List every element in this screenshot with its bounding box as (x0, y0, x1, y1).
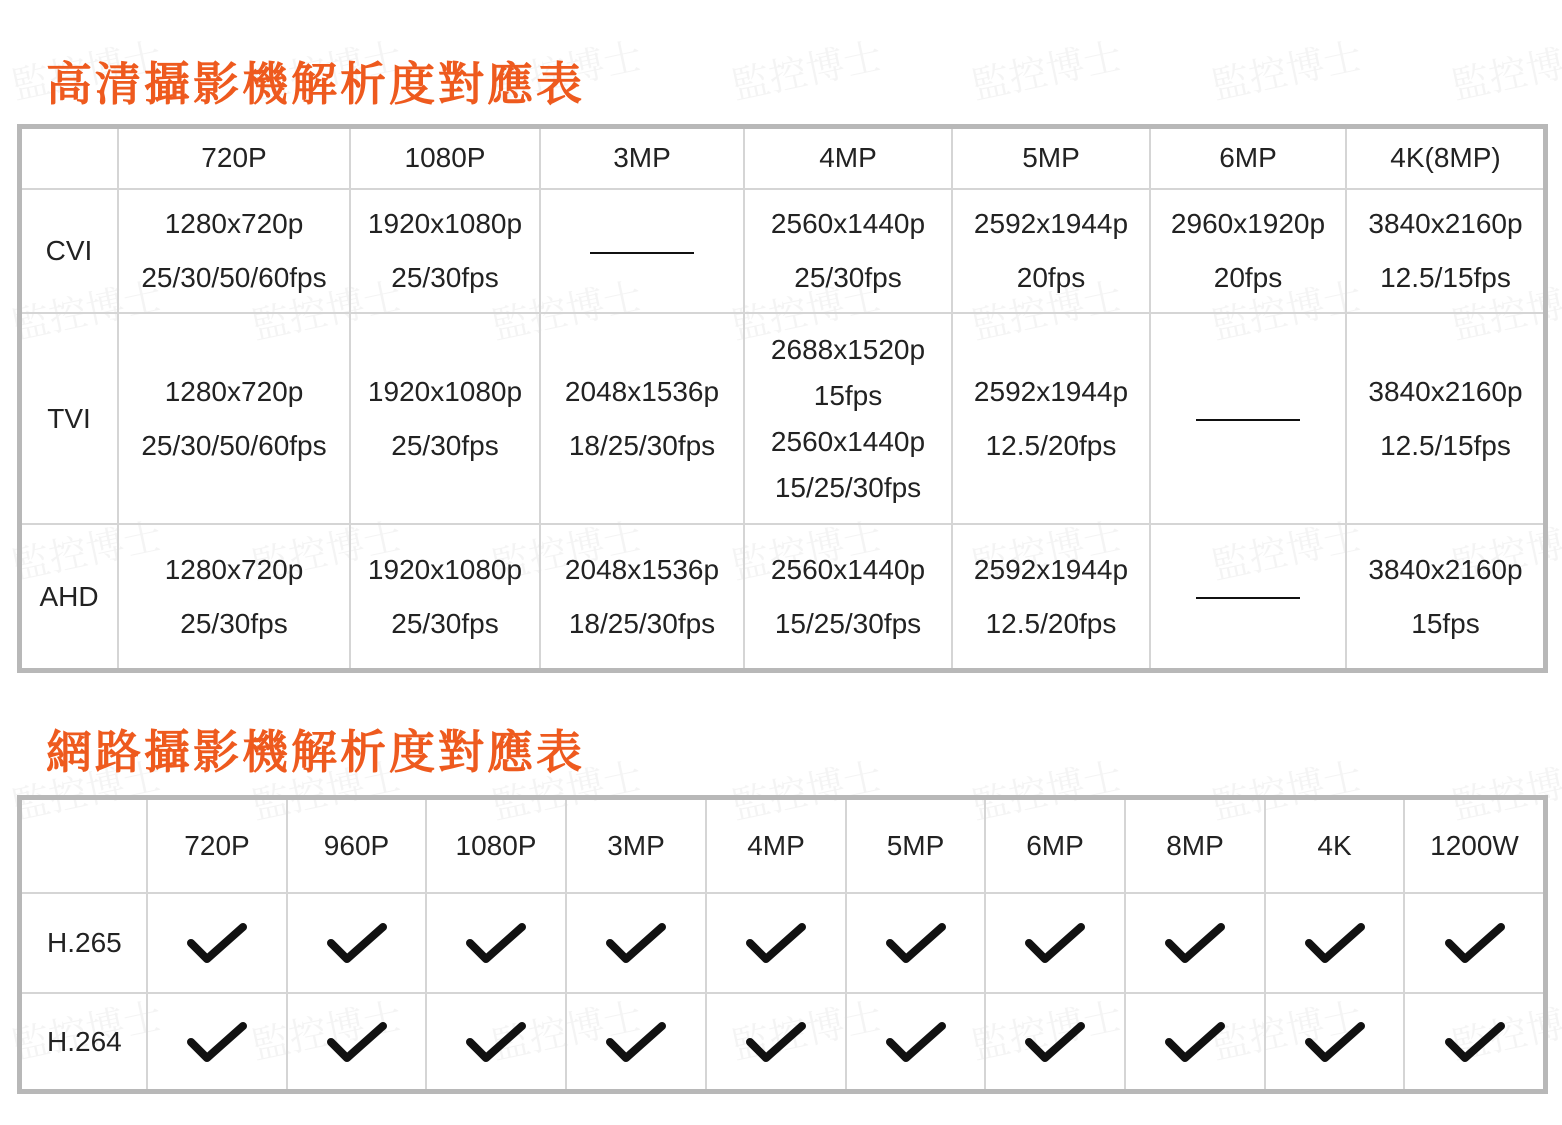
resolution-cell (350, 189, 540, 313)
cell-line: 25/30fps (391, 607, 499, 639)
cell-line: 1920x1080p (367, 375, 523, 407)
support-cell (566, 893, 706, 992)
watermark-text (726, 25, 886, 110)
support-cell (846, 893, 985, 992)
support-cell (1265, 893, 1404, 992)
resolution-cell (952, 313, 1150, 523)
support-cell (287, 993, 426, 1091)
cell-line: 2592x1944p (973, 553, 1129, 585)
column-header: 960P (287, 798, 426, 893)
cell-line: 12.5/15fps (1380, 429, 1511, 461)
cell-line: 18/25/30fps (568, 607, 716, 639)
cell-line: 1920x1080p (367, 553, 523, 585)
column-header: 720P (118, 127, 350, 189)
column-header: 1200W (1404, 798, 1545, 893)
support-cell (147, 893, 287, 992)
cell-line: 2048x1536p (564, 375, 720, 407)
cell-line: 12.5/20fps (985, 607, 1117, 639)
support-cell (1265, 993, 1404, 1091)
support-cell (426, 993, 566, 1091)
watermark-text (1446, 25, 1562, 110)
cell-line: 2960x1920p (1170, 208, 1326, 240)
cell-line: 2560x1440p (770, 208, 926, 240)
corner-cell (20, 127, 118, 189)
resolution-cell (540, 189, 744, 313)
cell-line: 3840x2160p (1368, 553, 1523, 585)
resolution-cell (1346, 524, 1545, 670)
checkmark-icon (1445, 921, 1505, 965)
cell-line: 2560x1440p (770, 425, 926, 457)
cell-line: 25/30fps (794, 262, 902, 294)
cell-line: 2048x1536p (564, 553, 720, 585)
resolution-cell (1150, 189, 1346, 313)
support-cell (706, 893, 846, 992)
resolution-cell (540, 524, 744, 670)
checkmark-icon (1165, 1020, 1225, 1064)
table-row (20, 993, 1545, 1091)
resolution-cell (744, 189, 952, 313)
resolution-cell (1150, 524, 1346, 670)
corner-cell (20, 798, 147, 893)
checkmark-icon (1305, 921, 1365, 965)
row-label: CVI (20, 189, 118, 313)
checkmark-icon (1305, 1020, 1365, 1064)
not-supported-dash (590, 252, 694, 254)
resolution-cell (952, 189, 1150, 313)
support-cell (1125, 993, 1265, 1091)
row-label: AHD (20, 524, 118, 670)
checkmark-icon (327, 921, 387, 965)
cell-line: 20fps (1016, 262, 1086, 294)
column-header: 1080P (426, 798, 566, 893)
cell-line: 1280x720p (164, 553, 304, 585)
ip-camera-codec-table (19, 797, 1546, 1092)
checkmark-icon (1025, 1020, 1085, 1064)
watermark-text (966, 25, 1126, 110)
checkmark-icon (746, 1020, 806, 1064)
cell-line: 1280x720p (164, 375, 304, 407)
codec-label: H.264 (20, 993, 147, 1091)
support-cell (426, 893, 566, 992)
resolution-cell (118, 189, 350, 313)
checkmark-icon (606, 921, 666, 965)
cell-line: 2560x1440p (770, 553, 926, 585)
checkmark-icon (886, 921, 946, 965)
checkmark-icon (187, 1020, 247, 1064)
cell-line: 1920x1080p (367, 208, 523, 240)
not-supported-dash (1196, 419, 1300, 421)
support-cell (1125, 893, 1265, 992)
hd-camera-table-title: 高清攝影機解析度對應表 (46, 57, 585, 111)
table-row (20, 189, 1545, 313)
cell-line: 3840x2160p (1368, 375, 1523, 407)
support-cell (287, 893, 426, 992)
resolution-cell (350, 313, 540, 523)
support-cell (566, 993, 706, 1091)
ip-camera-table-title: 網路攝影機解析度對應表 (46, 725, 585, 779)
cell-line: 3840x2160p (1368, 208, 1523, 240)
resolution-cell (952, 524, 1150, 670)
table-header-row (20, 798, 1545, 893)
cell-line: 1280x720p (164, 208, 304, 240)
checkmark-icon (746, 921, 806, 965)
cell-line: 25/30fps (180, 607, 288, 639)
table-row (20, 313, 1545, 523)
column-header: 8MP (1125, 798, 1265, 893)
column-header: 1080P (350, 127, 540, 189)
table-header-row (20, 127, 1545, 189)
resolution-cell (744, 313, 952, 523)
cell-line: 2592x1944p (973, 208, 1129, 240)
support-cell (1404, 993, 1545, 1091)
column-header: 4MP (706, 798, 846, 893)
checkmark-icon (466, 921, 526, 965)
cell-line: 15/25/30fps (774, 471, 922, 503)
checkmark-icon (1445, 1020, 1505, 1064)
support-cell (985, 893, 1125, 992)
column-header: 720P (147, 798, 287, 893)
resolution-cell (118, 524, 350, 670)
column-header: 6MP (1150, 127, 1346, 189)
checkmark-icon (606, 1020, 666, 1064)
support-cell (1404, 893, 1545, 992)
not-supported-dash (1196, 597, 1300, 599)
codec-label: H.265 (20, 893, 147, 992)
cell-line: 15fps (1411, 607, 1480, 639)
cell-line: 18/25/30fps (568, 429, 716, 461)
column-header: 5MP (952, 127, 1150, 189)
support-cell (706, 993, 846, 1091)
checkmark-icon (187, 921, 247, 965)
cell-line: 12.5/20fps (985, 429, 1117, 461)
cell-line: 12.5/15fps (1380, 262, 1511, 294)
checkmark-icon (327, 1020, 387, 1064)
resolution-cell (744, 524, 952, 670)
cell-line: 2688x1520p (770, 333, 926, 365)
table-row (20, 524, 1545, 670)
resolution-cell (118, 313, 350, 523)
cell-line: 15fps (813, 379, 883, 411)
resolution-cell (350, 524, 540, 670)
table-row (20, 893, 1545, 992)
column-header: 6MP (985, 798, 1125, 893)
cell-line: 20fps (1213, 262, 1283, 294)
checkmark-icon (466, 1020, 526, 1064)
watermark-text (1206, 25, 1366, 110)
column-header: 3MP (566, 798, 706, 893)
hd-camera-resolution-table (19, 126, 1546, 671)
cell-line: 2592x1944p (973, 375, 1129, 407)
cell-line: 25/30/50/60fps (141, 262, 327, 294)
support-cell (985, 993, 1125, 1091)
column-header: 3MP (540, 127, 744, 189)
support-cell (147, 993, 287, 1091)
cell-line: 25/30fps (391, 429, 499, 461)
column-header: 4MP (744, 127, 952, 189)
resolution-cell (540, 313, 744, 523)
column-header: 5MP (846, 798, 985, 893)
checkmark-icon (886, 1020, 946, 1064)
support-cell (846, 993, 985, 1091)
column-header: 4K (1265, 798, 1404, 893)
row-label: TVI (20, 313, 118, 523)
checkmark-icon (1025, 921, 1085, 965)
cell-line: 15/25/30fps (774, 607, 922, 639)
resolution-cell (1346, 313, 1545, 523)
checkmark-icon (1165, 921, 1225, 965)
resolution-cell (1150, 313, 1346, 523)
cell-line: 25/30fps (391, 262, 499, 294)
column-header: 4K(8MP) (1346, 127, 1545, 189)
cell-line: 25/30/50/60fps (141, 429, 327, 461)
resolution-cell (1346, 189, 1545, 313)
